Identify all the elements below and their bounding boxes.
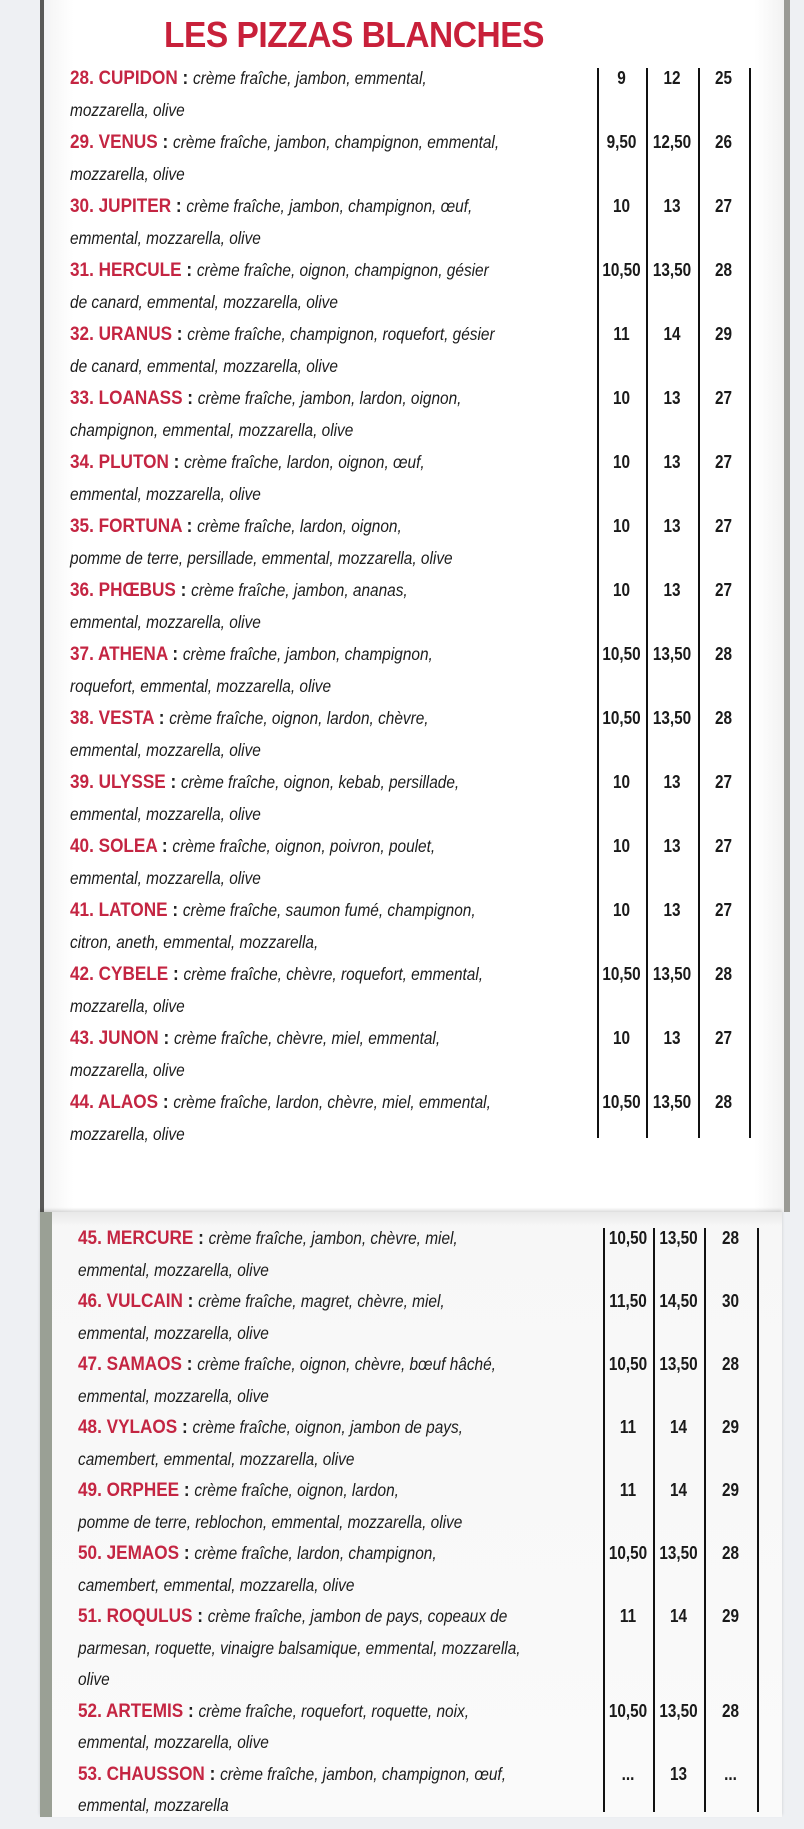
pizza-name-text: ARTEMIS	[105, 1699, 184, 1722]
price-large: 27	[714, 1028, 733, 1048]
separator: :	[177, 67, 194, 89]
pizza-description	[70, 446, 633, 510]
pizza-name	[70, 451, 169, 473]
pizza-number: 49.	[78, 1479, 102, 1501]
ingredients-line: crème fraîche, saumon fumé, champignon,	[182, 900, 476, 920]
ingredients-line: crème fraîche, jambon, champignon, œuf,	[186, 196, 473, 216]
price-large: 27	[714, 580, 733, 600]
pizza-name	[70, 1027, 159, 1049]
ingredients-line: de canard, emmental, mozzarella, olive	[70, 292, 338, 312]
ingredients-line: crème fraîche, lardon, oignon, œuf,	[184, 452, 425, 472]
price-large: 28	[714, 964, 733, 984]
column-divider	[646, 68, 648, 1138]
price-small: 11,50	[609, 1291, 647, 1311]
ingredients-line: champignon, emmental, mozzarella, olive	[70, 420, 354, 440]
price-small: 10,50	[608, 1228, 648, 1248]
pizza-name-text: VYLAOS	[106, 1416, 178, 1438]
pizza-number: 30.	[70, 195, 94, 217]
pizza-description	[70, 254, 633, 318]
pizza-item	[52, 1696, 782, 1759]
pizza-name-text: PHŒBUS	[98, 579, 176, 601]
pizza-name	[70, 771, 166, 793]
ingredients-line: crème fraîche, lardon, chèvre, miel, emmental,	[173, 1092, 491, 1112]
price-medium: 13,50	[659, 1228, 698, 1248]
separator: :	[175, 579, 192, 601]
price-small: 10	[612, 388, 631, 408]
pizza-item	[44, 1086, 784, 1150]
price-medium: 12,50	[652, 132, 692, 152]
pizza-number: 43.	[70, 1027, 94, 1049]
ingredients-line: camembert, emmental, mozzarella, olive	[78, 1574, 355, 1595]
pizza-item	[44, 318, 784, 382]
pizza-description	[70, 1086, 633, 1150]
ingredients-line: crème fraîche, jambon, champignon,	[182, 644, 433, 664]
price-medium: 13,50	[652, 644, 692, 664]
price-medium: 14	[663, 324, 681, 344]
ingredients-line: crème fraîche, oignon, lardon,	[194, 1480, 399, 1500]
pizza-item	[44, 190, 784, 254]
price-medium: 13	[663, 772, 681, 792]
pizza-name	[78, 1700, 183, 1722]
ingredients-line: crème fraîche, jambon, champignon, emmental,	[173, 132, 500, 152]
pizza-name-text: LOANASS	[98, 387, 183, 409]
pizza-item	[52, 1223, 782, 1286]
pizza-item	[44, 766, 784, 830]
pizza-name-text: JUPITER	[98, 195, 172, 217]
pizza-name-text: ORPHEE	[106, 1479, 180, 1501]
column-divider	[749, 68, 751, 1138]
pizza-description	[78, 1601, 641, 1696]
separator: :	[168, 451, 185, 473]
price-large: 29	[714, 324, 733, 344]
price-large: 25	[714, 68, 733, 88]
pizza-name	[78, 1542, 179, 1564]
ingredients-line: emmental, mozzarella, olive	[78, 1732, 269, 1752]
separator: :	[171, 195, 187, 217]
pizza-item	[44, 574, 784, 638]
ingredients-line: pomme de terre, persillade, emmental, mozzarella, olive	[70, 548, 453, 568]
pizza-description	[78, 1412, 641, 1475]
pizza-description	[70, 574, 633, 638]
price-large: 27	[714, 196, 733, 216]
pizza-name	[78, 1479, 179, 1501]
pizza-name	[78, 1605, 192, 1627]
ingredients-line: crème fraîche, jambon, lardon, oignon,	[197, 388, 462, 408]
pizza-number: 46.	[78, 1290, 102, 1312]
ingredients-line: emmental, mozzarella, olive	[70, 804, 261, 824]
pizza-description	[78, 1475, 641, 1538]
price-medium: 14,50	[659, 1291, 698, 1311]
pizza-description	[70, 638, 633, 702]
price-medium: 13,50	[652, 964, 692, 984]
price-small: 11	[619, 1606, 637, 1626]
separator: :	[182, 1290, 199, 1312]
price-small: 10,50	[602, 708, 641, 728]
pizza-item	[52, 1759, 782, 1822]
price-small: 11	[613, 324, 630, 344]
separator: :	[179, 1479, 195, 1501]
price-large: 28	[714, 644, 733, 664]
price-large: 28	[721, 1354, 740, 1374]
pizza-description	[70, 62, 633, 126]
price-large: 26	[714, 132, 733, 152]
ingredients-line: citron, aneth, emmental, mozzarella,	[70, 932, 319, 952]
price-small: 11	[619, 1417, 637, 1437]
pizza-number: 50.	[78, 1542, 102, 1564]
pizza-item	[52, 1601, 782, 1696]
pizza-name-text: HERCULE	[98, 259, 182, 281]
price-large: ...	[724, 1763, 737, 1784]
price-small: ...	[621, 1763, 635, 1784]
ingredients-line: mozzarella, olive	[70, 1124, 185, 1144]
separator: :	[181, 259, 197, 281]
price-small: 10	[612, 1028, 631, 1048]
price-large: 28	[721, 1228, 740, 1248]
price-small: 10	[612, 196, 631, 216]
ingredients-line: parmesan, roquette, vinaigre balsamique, emmental, mozzarella,	[78, 1637, 521, 1658]
ingredients-line: crème fraîche, lardon, champignon,	[194, 1543, 437, 1563]
price-large: 28	[714, 260, 733, 280]
price-medium: 14	[669, 1606, 688, 1626]
ingredients-line: emmental, mozzarella, olive	[70, 228, 261, 248]
pizza-description	[70, 958, 633, 1022]
pizza-description	[70, 1022, 633, 1086]
pizza-number: 31.	[70, 259, 94, 281]
pizza-number: 28.	[70, 67, 94, 89]
ingredients-line: pomme de terre, reblochon, emmental, mozzarella, olive	[78, 1511, 463, 1532]
separator: :	[165, 771, 181, 793]
price-large: 27	[714, 772, 733, 792]
separator: :	[158, 1091, 174, 1113]
column-divider	[603, 1228, 605, 1812]
price-small: 10	[612, 900, 631, 920]
price-medium: 14	[669, 1417, 688, 1437]
price-small: 10	[612, 516, 631, 536]
pizza-name	[70, 835, 157, 857]
ingredients-line: roquefort, emmental, mozzarella, olive	[70, 676, 332, 696]
pizza-number: 47.	[78, 1353, 102, 1375]
pizza-name	[78, 1763, 205, 1785]
pizza-description	[78, 1759, 641, 1822]
ingredients-line: crème fraîche, oignon, lardon, chèvre,	[169, 708, 429, 728]
pizza-description	[70, 830, 633, 894]
column-divider	[704, 1228, 706, 1812]
ingredients-line: crème fraîche, jambon, ananas,	[191, 580, 408, 600]
ingredients-line: mozzarella, olive	[70, 100, 185, 120]
pizza-description	[70, 382, 633, 446]
price-small: 10	[612, 836, 631, 856]
price-small: 9,50	[606, 132, 637, 152]
price-medium: 13	[663, 452, 681, 472]
ingredients-line: camembert, emmental, mozzarella, olive	[78, 1448, 355, 1469]
pizza-number: 33.	[70, 387, 94, 409]
pizza-name-text: CYBELE	[98, 963, 169, 985]
pizza-number: 37.	[70, 643, 94, 665]
ingredients-line: crème fraîche, jambon, emmental,	[193, 68, 427, 88]
separator: :	[179, 1542, 195, 1564]
pizza-number: 48.	[78, 1416, 102, 1438]
price-medium: 13	[663, 580, 681, 600]
price-large: 27	[714, 516, 733, 536]
separator: :	[183, 1699, 199, 1722]
price-small: 10	[612, 772, 631, 792]
pizza-item	[44, 1022, 784, 1086]
ingredients-line: crème fraîche, oignon, champignon, gésier	[196, 260, 489, 280]
pizza-name-text: SAMAOS	[106, 1353, 182, 1375]
price-small: 10,50	[608, 1700, 648, 1721]
pizza-name	[70, 259, 182, 281]
pizza-name-text: URANUS	[98, 323, 173, 345]
pizza-item	[52, 1538, 782, 1601]
price-large: 30	[721, 1291, 740, 1311]
pizza-number: 34.	[70, 451, 94, 473]
pizza-description	[78, 1349, 641, 1412]
pizza-name-text: ULYSSE	[98, 771, 166, 793]
column-divider	[653, 1228, 655, 1812]
pizza-item	[52, 1286, 782, 1349]
pizza-name	[78, 1353, 182, 1375]
ingredients-line: crème fraîche, chèvre, miel, emmental,	[173, 1028, 441, 1048]
price-medium: 13,50	[652, 1092, 692, 1112]
pizza-item	[44, 382, 784, 446]
price-large: 28	[721, 1700, 740, 1721]
price-small: 9	[617, 68, 626, 88]
ingredients-line: mozzarella, olive	[70, 164, 185, 184]
menu-panel-top	[40, 0, 790, 1212]
pizza-name-text: MERCURE	[106, 1227, 194, 1249]
pizza-name	[78, 1416, 177, 1438]
pizza-item	[44, 62, 784, 126]
price-large: 28	[714, 708, 733, 728]
pizza-item	[44, 126, 784, 190]
pizza-number: 29.	[70, 131, 94, 153]
price-large: 27	[714, 452, 733, 472]
price-medium: 13	[669, 1763, 688, 1784]
pizza-name	[70, 195, 171, 217]
pizza-number: 36.	[70, 579, 94, 601]
price-small: 10,50	[608, 1543, 648, 1563]
price-large: 27	[714, 900, 733, 920]
ingredients-line: emmental, mozzarella, olive	[78, 1322, 269, 1343]
pizza-item	[52, 1412, 782, 1475]
price-large: 28	[714, 1092, 733, 1112]
pizza-item	[44, 894, 784, 958]
separator: :	[157, 131, 174, 153]
pizza-item	[52, 1349, 782, 1412]
pizza-name-text: VULCAIN	[106, 1290, 183, 1312]
separator: :	[204, 1762, 221, 1785]
separator: :	[167, 643, 183, 665]
pizza-name	[78, 1227, 193, 1249]
separator: :	[167, 899, 183, 921]
pizza-name-text: VESTA	[98, 707, 154, 729]
price-medium: 13	[663, 1028, 681, 1048]
pizza-description	[78, 1223, 641, 1286]
separator: :	[158, 1027, 174, 1049]
ingredients-line: emmental, mozzarella, olive	[78, 1259, 269, 1280]
pizza-name-text: ALAOS	[97, 1091, 159, 1113]
ingredients-line: crème fraîche, jambon de pays, copeaux de	[207, 1606, 508, 1626]
pizza-number: 40.	[70, 835, 94, 857]
pizza-name-text: CUPIDON	[98, 67, 178, 89]
price-medium: 13,50	[659, 1543, 698, 1563]
pizza-name	[70, 899, 168, 921]
pizza-name	[70, 323, 172, 345]
price-medium: 13	[663, 836, 681, 856]
pizza-name-text: LATONE	[98, 899, 168, 921]
price-medium: 12	[663, 68, 681, 88]
pizza-name	[70, 515, 182, 537]
pizza-item	[44, 830, 784, 894]
price-small: 10,50	[602, 260, 641, 280]
separator: :	[172, 323, 188, 345]
price-large: 27	[714, 836, 733, 856]
price-medium: 13,50	[652, 708, 692, 728]
ingredients-line: mozzarella, olive	[70, 996, 185, 1016]
ingredients-line: crème fraîche, magret, chèvre, miel,	[198, 1291, 445, 1311]
price-small: 10	[612, 580, 631, 600]
price-medium: 13	[663, 388, 681, 408]
price-large: 28	[721, 1543, 740, 1563]
price-medium: 13,50	[652, 260, 692, 280]
ingredients-line: crème fraîche, chèvre, roquefort, emmental,	[183, 964, 484, 984]
pizza-description	[70, 894, 633, 958]
pizza-name	[70, 131, 158, 153]
price-medium: 13,50	[659, 1700, 698, 1721]
separator: :	[168, 963, 184, 985]
column-divider	[597, 68, 599, 1138]
price-medium: 13	[663, 196, 681, 216]
pizza-name	[70, 963, 168, 985]
pizza-name	[78, 1290, 183, 1312]
ingredients-line: de canard, emmental, mozzarella, olive	[70, 356, 338, 376]
ingredients-line: emmental, mozzarella, olive	[78, 1385, 269, 1406]
pizza-description	[70, 190, 633, 254]
separator: :	[157, 835, 173, 857]
pizza-description	[70, 702, 633, 766]
ingredients-line: crème fraîche, jambon, champignon, œuf,	[220, 1763, 506, 1784]
pizza-item	[44, 702, 784, 766]
pizza-item	[44, 638, 784, 702]
pizza-item	[44, 958, 784, 1022]
pizza-name-text: PLUTON	[98, 451, 169, 473]
price-medium: 14	[669, 1480, 688, 1500]
ingredients-line: crème fraîche, oignon, jambon de pays,	[192, 1417, 463, 1437]
column-divider	[757, 1228, 759, 1812]
pizza-name-text: JEMAOS	[106, 1542, 180, 1564]
pizza-description	[70, 766, 633, 830]
ingredients-line: emmental, mozzarella, olive	[70, 740, 261, 760]
ingredients-line: crème fraîche, roquefort, roquette, noix,	[198, 1700, 469, 1721]
ingredients-line: crème fraîche, jambon, chèvre, miel,	[208, 1228, 458, 1248]
pizza-name-text: JUNON	[98, 1027, 159, 1049]
ingredients-line: emmental, mozzarella, olive	[70, 868, 261, 888]
separator: :	[192, 1605, 208, 1627]
ingredients-line: emmental, mozzarella, olive	[70, 484, 261, 504]
price-medium: 13	[663, 516, 681, 536]
price-small: 10,50	[608, 1354, 648, 1374]
pizza-number: 39.	[70, 771, 94, 793]
price-small: 10,50	[602, 1092, 641, 1112]
pizza-name	[70, 643, 168, 665]
pizza-item	[44, 254, 784, 318]
separator: :	[153, 707, 170, 729]
menu-title: LES PIZZAS BLANCHES	[164, 14, 544, 55]
price-large: 29	[721, 1606, 740, 1626]
separator: :	[181, 515, 198, 537]
pizza-number: 52.	[78, 1699, 102, 1722]
pizza-name-text: SOLEA	[98, 835, 158, 857]
price-small: 10	[612, 452, 631, 472]
price-medium: 13,50	[659, 1354, 698, 1374]
price-large: 29	[721, 1480, 740, 1500]
pizza-number: 32.	[70, 323, 94, 345]
ingredients-line: crème fraîche, oignon, chèvre, bœuf hâché,	[197, 1354, 496, 1374]
pizza-name-text: FORTUNA	[98, 515, 182, 537]
separator: :	[182, 387, 198, 409]
pizza-name	[70, 387, 183, 409]
pizza-number: 35.	[70, 515, 94, 537]
ingredients-line: mozzarella, olive	[70, 1060, 185, 1080]
pizza-name-text: CHAUSSON	[106, 1762, 205, 1785]
pizza-number: 51.	[78, 1605, 102, 1627]
price-small: 10,50	[602, 964, 641, 984]
ingredients-line: crème fraîche, oignon, poivron, poulet,	[172, 836, 436, 856]
pizza-name-text: ROQULUS	[106, 1605, 193, 1627]
pizza-item	[44, 510, 784, 574]
pizza-name	[70, 707, 154, 729]
separator: :	[181, 1353, 198, 1375]
pizza-name	[70, 1091, 158, 1113]
pizza-name-text: VENUS	[98, 131, 158, 153]
pizza-name	[70, 67, 178, 89]
pizza-number: 53.	[78, 1762, 102, 1785]
pizza-number: 41.	[70, 899, 94, 921]
price-medium: 13	[663, 900, 681, 920]
pizza-description	[78, 1696, 641, 1759]
pizza-description	[70, 318, 633, 382]
separator: :	[193, 1227, 209, 1249]
column-divider	[698, 68, 700, 1138]
separator: :	[177, 1416, 193, 1438]
pizza-name-text: ATHENA	[97, 643, 168, 665]
pizza-description	[70, 510, 633, 574]
ingredients-line: olive	[78, 1669, 110, 1689]
pizza-number: 44.	[70, 1091, 94, 1113]
pizza-number: 45.	[78, 1227, 102, 1249]
pizza-item	[52, 1475, 782, 1538]
pizza-number: 42.	[70, 963, 94, 985]
ingredients-line: crème fraîche, lardon, oignon,	[197, 516, 402, 536]
pizza-description	[78, 1538, 641, 1601]
menu-panel-bottom	[40, 1212, 782, 1817]
pizza-description	[70, 126, 633, 190]
ingredients-line: emmental, mozzarella, olive	[70, 612, 261, 632]
price-large: 29	[721, 1417, 740, 1437]
price-small: 11	[619, 1480, 637, 1500]
price-small: 10,50	[602, 644, 641, 664]
ingredients-line: emmental, mozzarella	[78, 1795, 229, 1815]
ingredients-line: crème fraîche, champignon, roquefort, gésier	[187, 324, 495, 344]
pizza-description	[78, 1286, 641, 1349]
pizza-item	[44, 446, 784, 510]
price-large: 27	[714, 388, 733, 408]
ingredients-line: crème fraîche, oignon, kebab, persillade,	[180, 772, 460, 792]
pizza-name	[70, 579, 176, 601]
pizza-number: 38.	[70, 707, 94, 729]
